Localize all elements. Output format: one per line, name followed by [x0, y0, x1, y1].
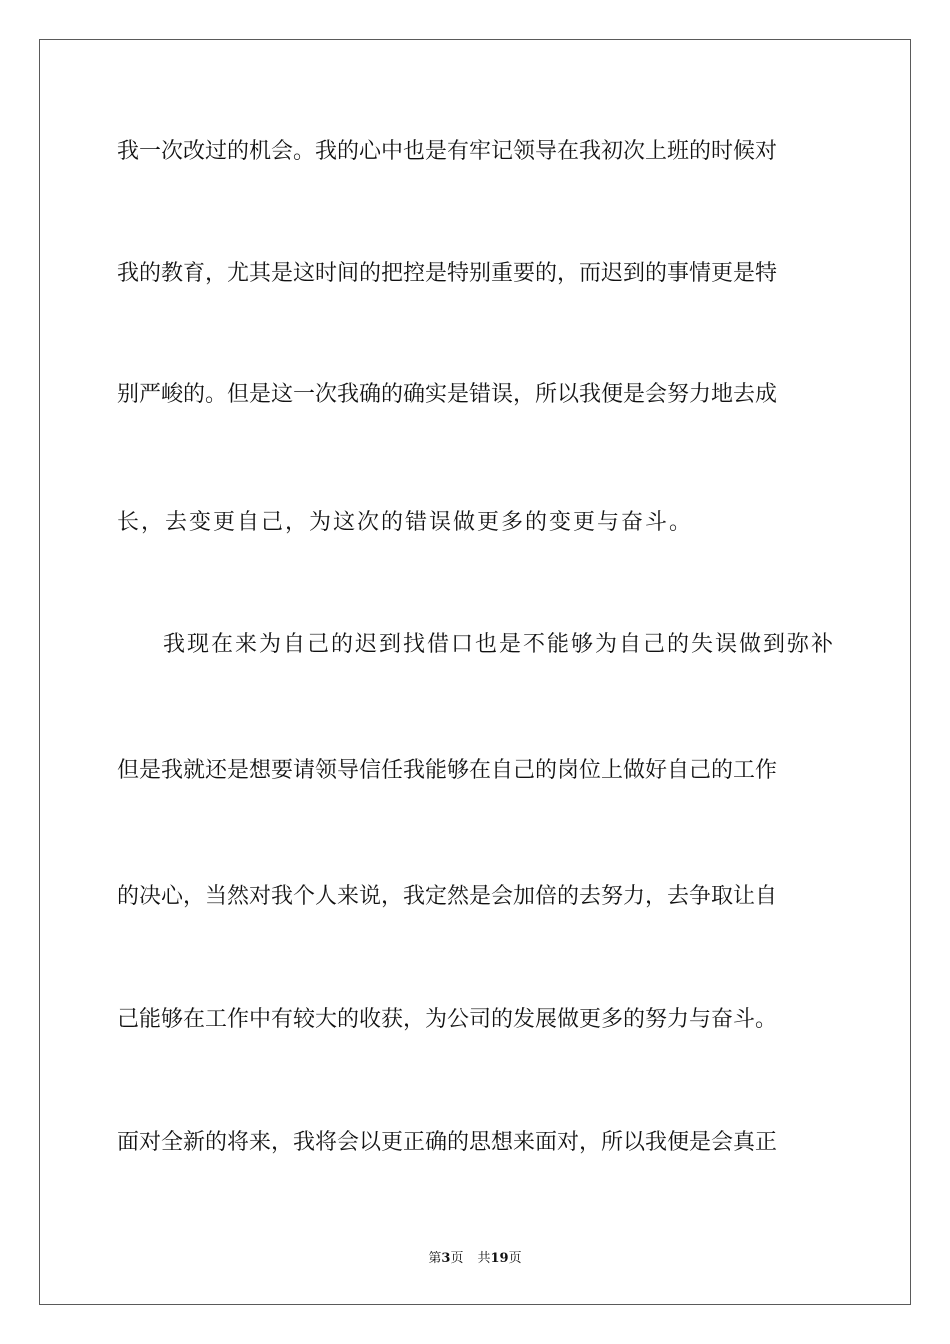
page-border: [39, 39, 911, 1305]
footer-total-prefix: 共: [477, 1251, 491, 1266]
body-line-2: 我的教育，尤其是这时间的把控是特别重要的，而迟到的事情更是特: [117, 261, 778, 286]
body-line-1: 我一次改过的机会。我的心中也是有牢记领导在我初次上班的时候对: [117, 139, 778, 164]
footer-total-unit: 页: [508, 1251, 522, 1266]
body-line-8: 己能够在工作中有较大的收获，为公司的发展做更多的努力与奋斗。: [117, 1007, 778, 1032]
body-line-6: 但是我就还是想要请领导信任我能够在自己的岗位上做好自己的工作: [117, 758, 778, 783]
body-line-3: 别严峻的。但是这一次我确的确实是错误，所以我便是会努力地去成: [117, 382, 778, 407]
body-line-7: 的决心，当然对我个人来说，我定然是会加倍的去努力，去争取让自: [117, 884, 778, 909]
footer-current-page: 3: [441, 1251, 451, 1266]
body-line-4: 长，去变更自己，为这次的错误做更多的变更与奋斗。: [117, 510, 694, 535]
page-number-footer: [0, 1247, 950, 1266]
footer-page-unit: 页: [450, 1251, 464, 1266]
footer-prefix: 第: [428, 1251, 442, 1266]
body-line-5-paragraph-start: 我现在来为自己的迟到找借口也是不能够为自己的失误做到弥补: [163, 632, 836, 657]
body-line-9: 面对全新的将来，我将会以更正确的思想来面对，所以我便是会真正: [117, 1130, 778, 1155]
footer-total-pages: 19: [490, 1251, 509, 1266]
